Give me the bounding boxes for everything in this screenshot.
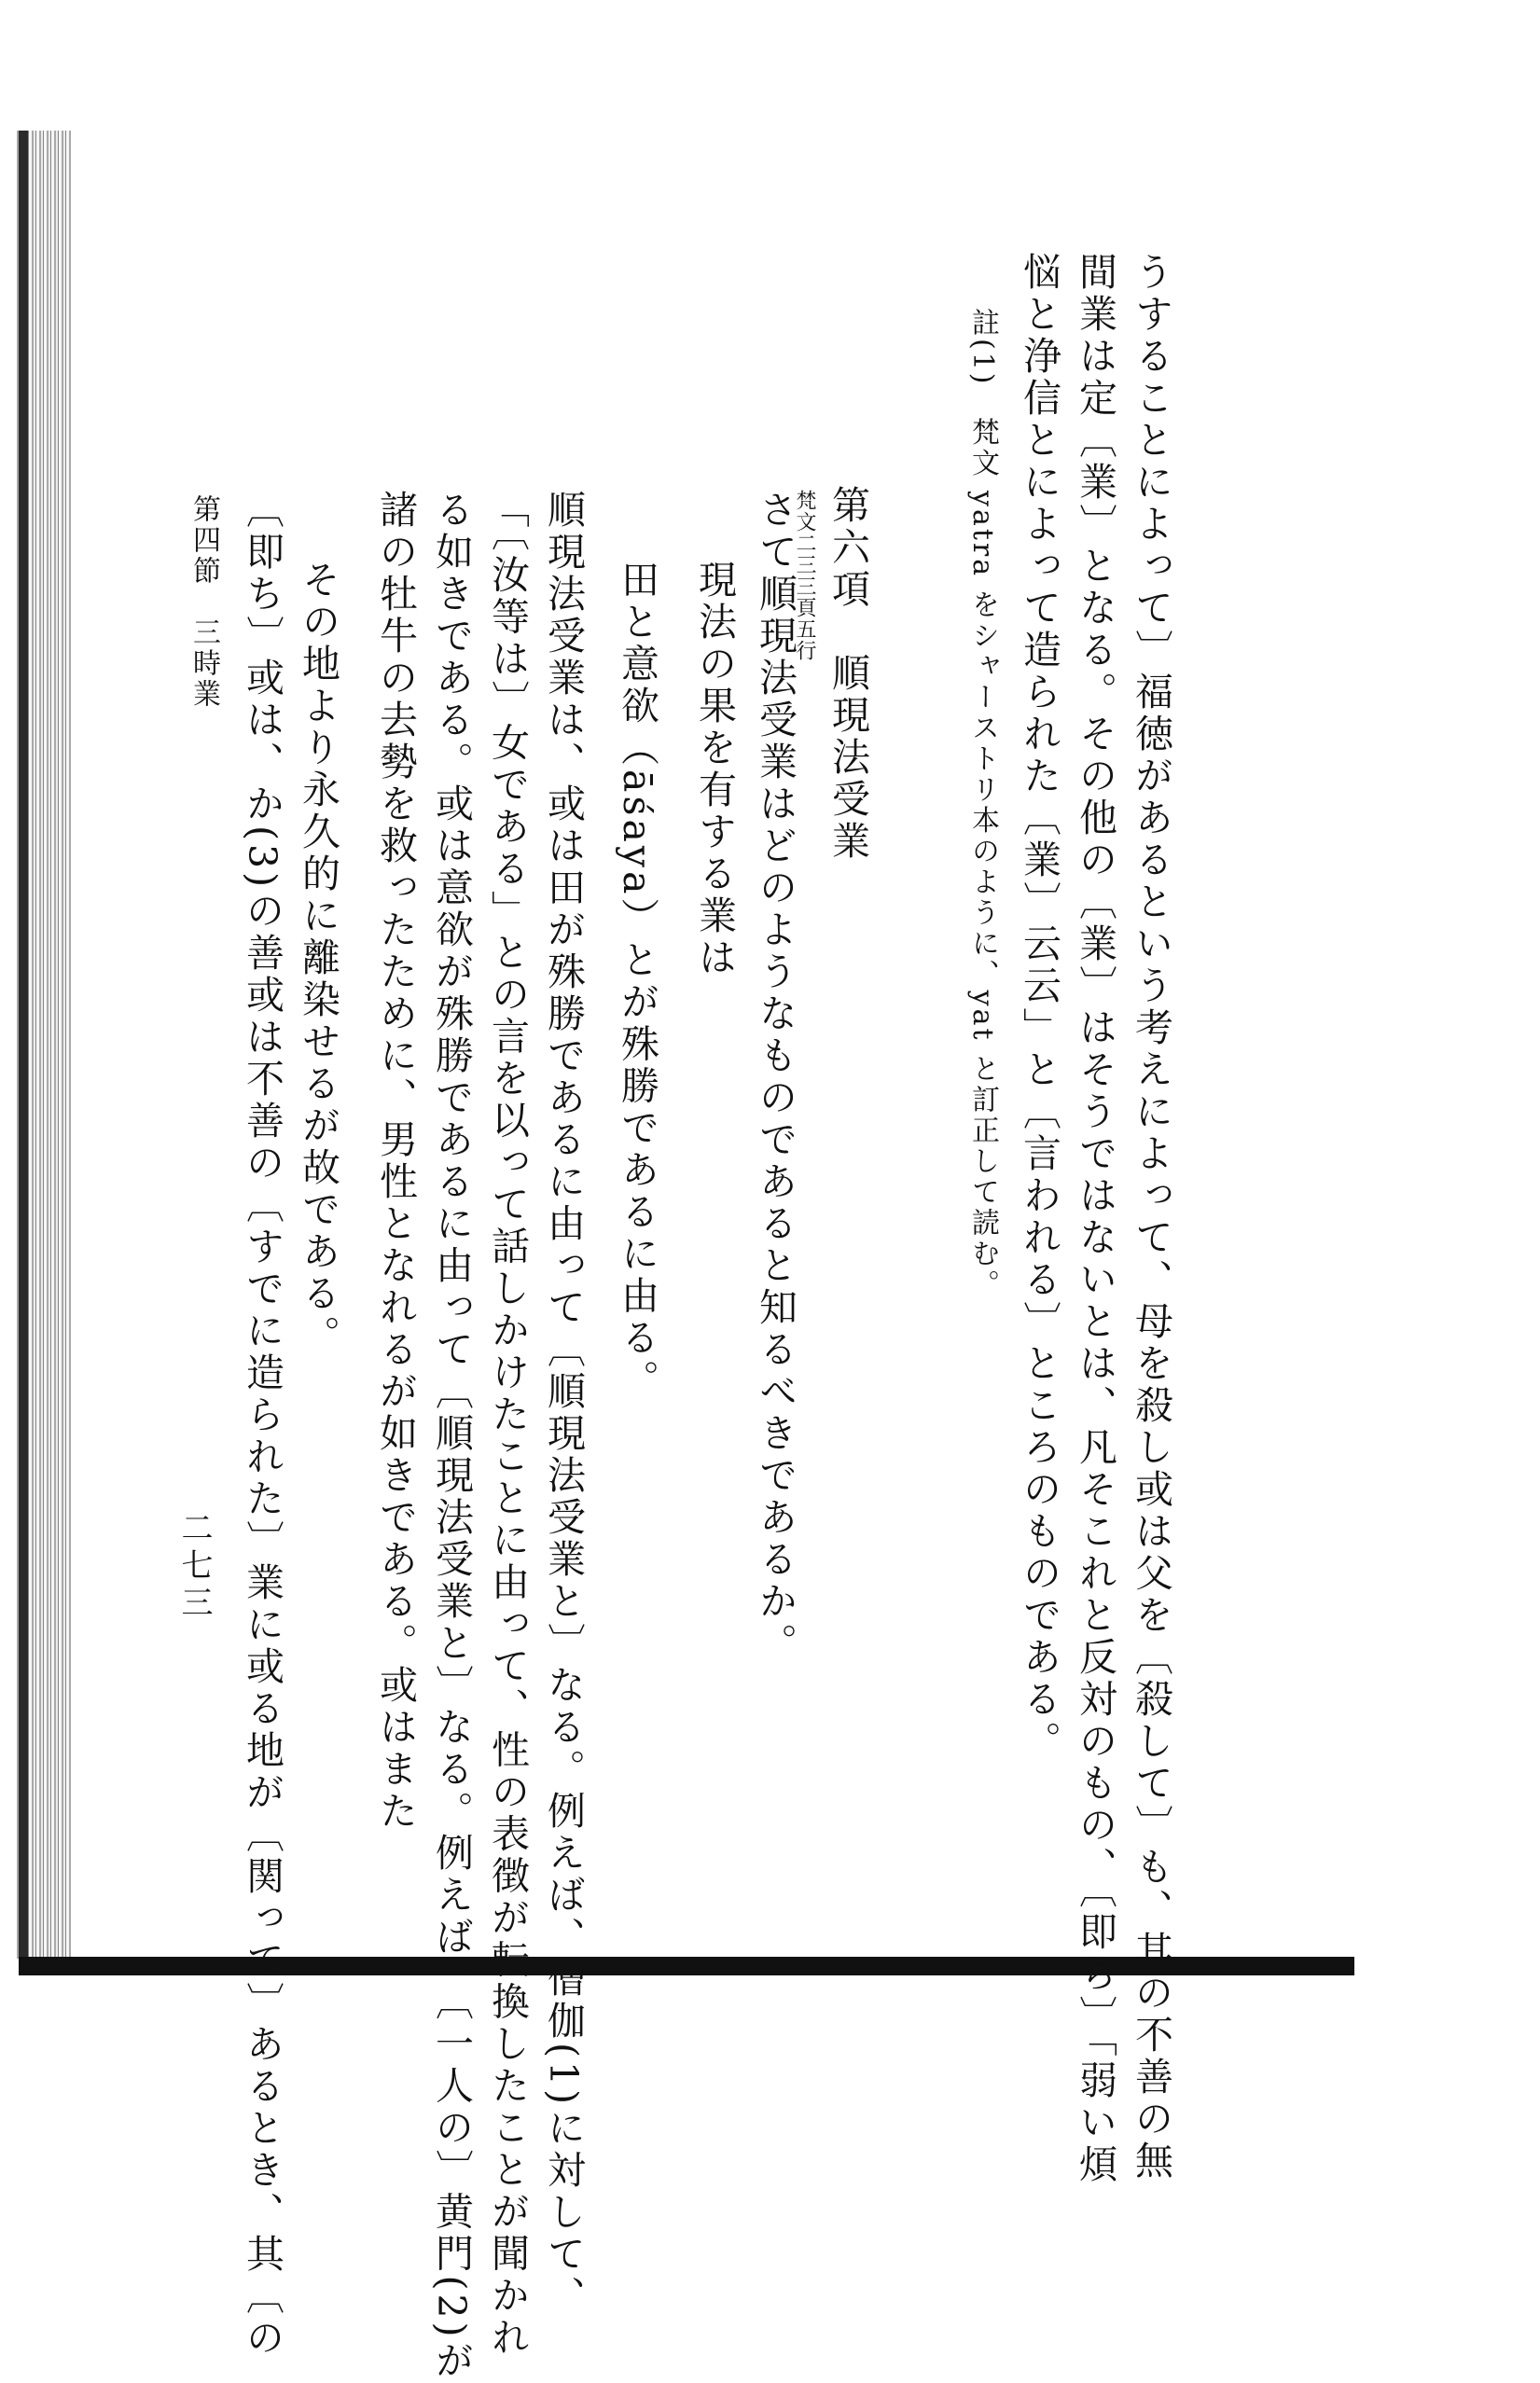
text-column-10: 順現法受業は、或は田が殊勝であるに由って〔順現法受業と〕なる。例えば、僧伽(1)に対して、	[541, 490, 586, 2319]
text-column-7: さて順現法受業はどのようなものであると知るべきであるか。	[753, 490, 798, 1665]
text-column-1: うすることによって〕福徳があるという考えによって、母を殺し或は父を〔殺して〕も、其の不善の無	[1129, 252, 1173, 2182]
binding-shadow	[19, 131, 28, 1959]
text-column-8: 現法の果を有する業は	[692, 560, 737, 979]
text-column-15: 〔即ち〕或は、か(3)の善或は不善の〔すでに造られた〕業に或る地が〔関って〕あるとき、其〔の	[240, 490, 284, 2361]
text-column-3: 悩と浄信とによって造られた〔業〕云云」と〔言われる〕ところのものである。	[1017, 252, 1061, 1763]
source-reference: 梵文二三三頁五行	[793, 490, 816, 661]
page-number: 二七三	[175, 1511, 213, 1623]
section-heading: 第六項 順現法受業	[825, 485, 870, 863]
text-column-9: 田と意欲（āśaya）とが殊勝であるに由る。	[615, 560, 659, 1402]
footer-section-title: 第四節 三時業	[187, 494, 220, 710]
text-column-13: 諸の牡牛の去勢を救ったために、男性となれるが如きである。或はまた	[373, 490, 418, 1833]
text-column-14: その地より永久的に離染せるが故である。	[296, 560, 340, 1357]
note-1: 註(1) 梵文 yatra をシャーストリ本のように、yat と訂正して読む。	[966, 308, 999, 1301]
text-column-2: 間業は定〔業〕となる。その他の〔業〕はそうではないとは、凡そこれと反対のもの、〔即ち〕「弱い煩	[1073, 252, 1117, 2186]
text-column-11: 「〔汝等は〕女である」との言を以って話しかけたことに由って、性の表徴が転換したことが聞かれ	[485, 490, 530, 2360]
text-column-12: る如きである。或は意欲が殊勝であるに由って〔順現法受業と〕なる。例えば、〔一人の〕黄門(2)が	[429, 490, 474, 2383]
